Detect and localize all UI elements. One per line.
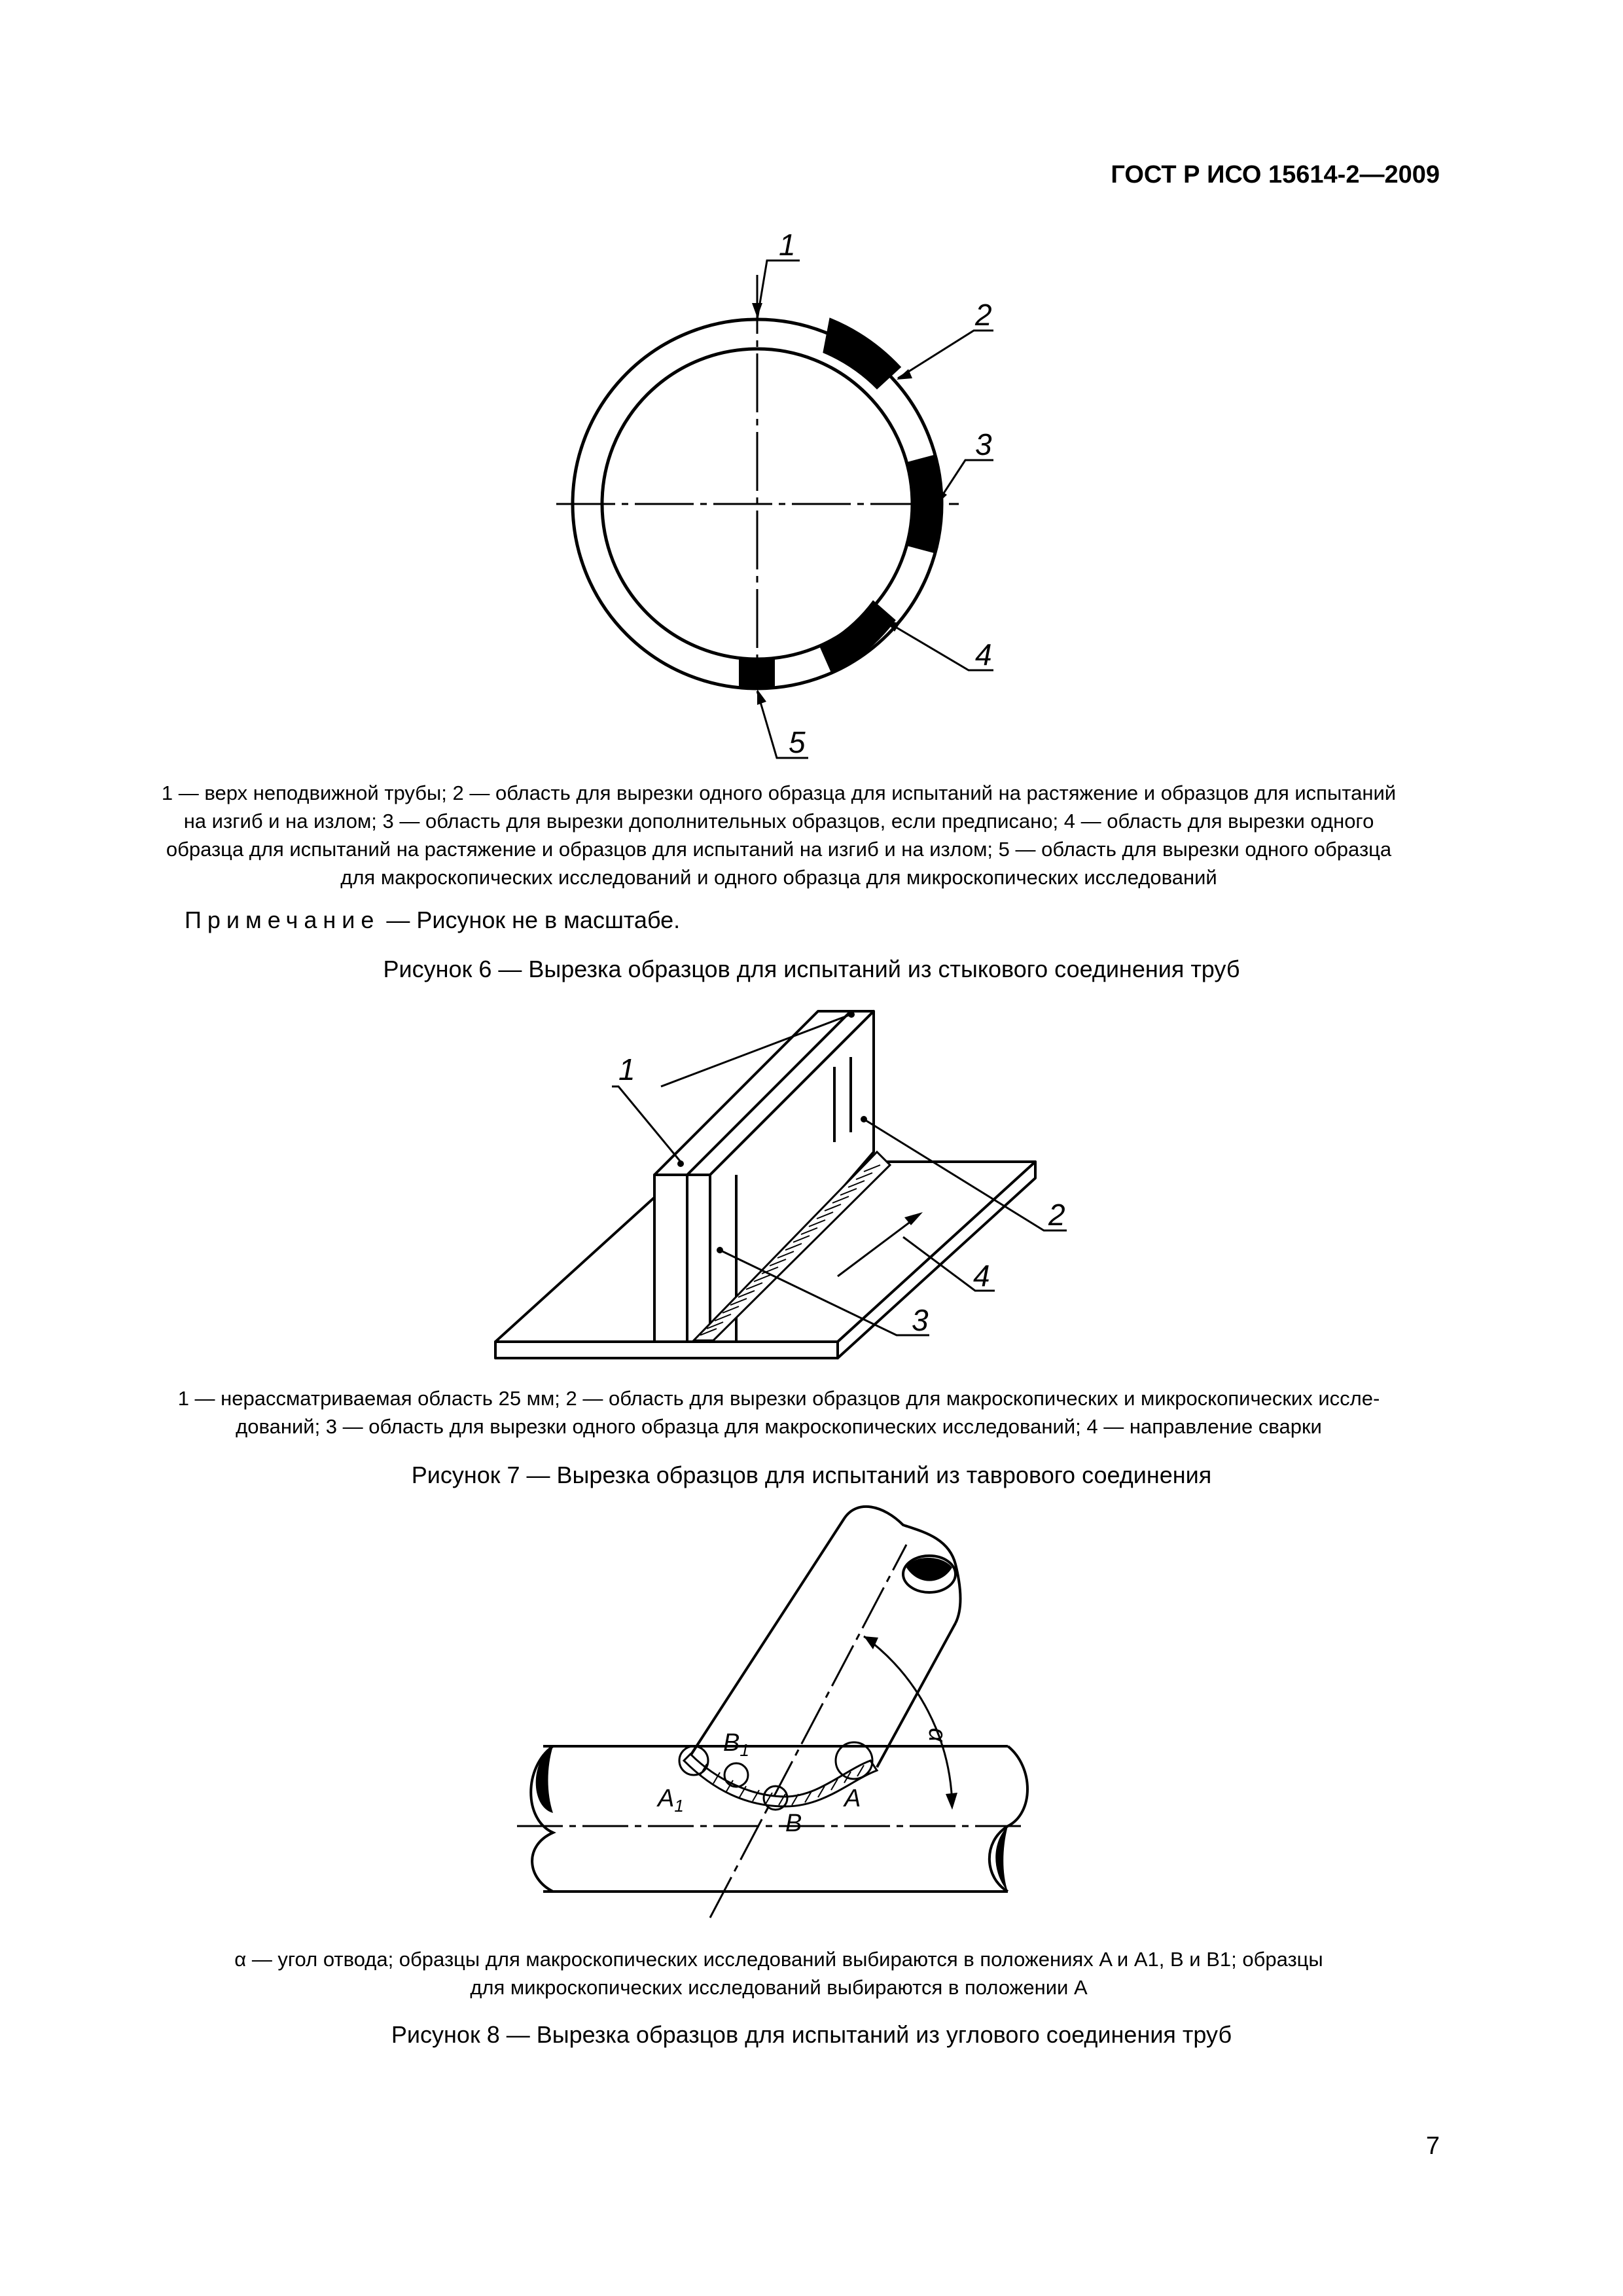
note-text: — Рисунок не в масштабе. [380, 906, 681, 933]
callout-2: 2 [975, 298, 992, 332]
main-pipe-right-end [990, 1746, 1027, 1892]
vertical-plate-front [654, 1175, 710, 1342]
base-plate-front [495, 1342, 838, 1358]
figure-8-caption: Рисунок 8 — Вырезка образцов для испытаний из углового соединения труб [391, 2021, 1232, 2048]
figure-6-caption: Рисунок 6 — Вырезка образцов для испытаний из стыкового соединения труб [383, 956, 1240, 982]
callout-2: 2 [1048, 1198, 1065, 1232]
figure-7-caption: Рисунок 7 — Вырезка образцов для испытаний из таврового соединения [411, 1462, 1212, 1488]
note-label: Примечание [185, 906, 380, 933]
label-B: B [785, 1810, 802, 1837]
figure-8-drawing [0, 1499, 1623, 1924]
legend-line: α — угол отвода; образцы для макроскопических исследований выбираются в положениях A и A1, B и B1; образцы [234, 1948, 1323, 1971]
page-number: 7 [1425, 2132, 1440, 2160]
callout-1: 1 [779, 228, 796, 262]
legend-line: для макроскопических исследований и одного образца для микроскопических исследований [340, 866, 1217, 889]
leader-1 [757, 260, 800, 319]
figure-7-drawing [0, 1001, 1623, 1394]
label-A1: $A_1$ [658, 1785, 684, 1816]
callout-1: 1 [618, 1052, 635, 1086]
branch-pipe-left [687, 1518, 844, 1761]
figure-6-legend [111, 779, 1446, 891]
figure-6-drawing [0, 0, 1623, 772]
label-B1: $B_1$ [723, 1729, 749, 1760]
figure-6-note [185, 906, 680, 934]
callout-4: 4 [975, 637, 992, 672]
callout-4: 4 [973, 1259, 990, 1293]
label-A: A [844, 1785, 861, 1812]
figure-7-legend [111, 1384, 1446, 1441]
label-alpha: α [923, 1728, 951, 1742]
callout-3: 3 [975, 427, 992, 461]
legend-line: на изгиб и на излом; 3 — область для вырезки дополнительных образцов, если предписано; 4 — область для вырезки одного [183, 810, 1374, 833]
figure-8-legend [111, 1945, 1446, 2001]
cut-area-2 [823, 317, 901, 389]
legend-line: 1 — верх неподвижной трубы; 2 — область для вырезки одного образца для испытаний на растяжение и образцов для испытаний [161, 781, 1397, 804]
legend-line: дований; 3 — область для вырезки одного образца для макроскопических исследований; 4 — направление сварки [236, 1415, 1322, 1438]
leader-3 [935, 460, 993, 507]
legend-line: образца для испытаний на растяжение и образцов для испытаний на изгиб и на излом; 5 — область для вырезки одного образца [166, 838, 1392, 861]
angle-arc [864, 1636, 952, 1806]
leader-2 [898, 331, 993, 378]
legend-line: для микроскопических исследований выбираются в положении A [470, 1976, 1088, 1999]
legend-line: 1 — нерассматриваемая область 25 мм; 2 — область для вырезки образцов для макроскопических и микроскопических иссле- [177, 1387, 1380, 1410]
position-B1-marker [724, 1763, 748, 1787]
callout-5: 5 [789, 725, 806, 759]
document-id: ГОСТ Р ИСО 15614-2—2009 [1111, 161, 1440, 188]
callout-3: 3 [912, 1303, 929, 1337]
